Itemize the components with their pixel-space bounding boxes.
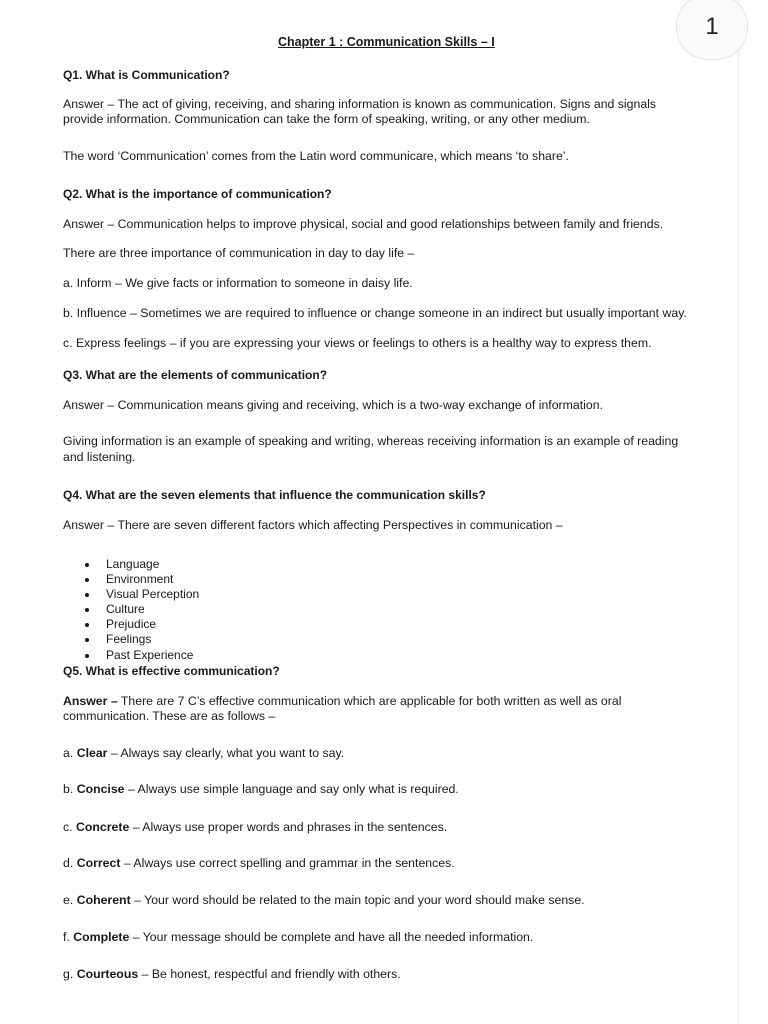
chapter-title: Chapter 1 : Communication Skills – I [278,35,495,49]
list-item: Language [82,557,199,572]
c-item-term: Courteous [76,967,139,981]
question-5: Q5. What is effective communication? [63,664,280,678]
c-item-prefix: f. [63,930,74,944]
c-item-text: – Always say clearly, what you want to say. [107,746,345,760]
c-item-prefix: b. [63,782,77,796]
page-number-badge: 1 [676,0,748,60]
c-item-term: Complete [73,930,130,944]
question-1: Q1. What is Communication? [63,68,230,82]
c-item-term: Coherent [76,893,131,907]
q1-answer-line2: provide information. Communication can take the form of speaking, writing, or any other medium. [63,112,590,126]
list-item: Past Experience [82,648,199,663]
list-item: Prejudice [82,617,199,632]
c-item-text: – Always use simple language and say only what is required. [124,782,459,796]
page-edge-divider [738,0,739,1024]
c-item-prefix: d. [63,856,77,870]
c-item-text: – Your message should be complete and have all the needed information. [129,930,534,944]
c-item-text: – Always use correct spelling and grammar in the sentences. [120,856,455,870]
q2-intro: There are three importance of communication in day to day life – [63,246,415,260]
answer-label: Answer – [63,694,118,708]
question-4: Q4. What are the seven elements that influence the communication skills? [63,488,486,502]
q3-answer: Answer – Communication means giving and receiving, which is a two-way exchange of information. [63,398,603,412]
question-2: Q2. What is the importance of communication? [63,187,332,201]
c-item-text: – Your word should be related to the main topic and your word should make sense. [130,893,585,907]
q3-detail-line1: Giving information is an example of speaking and writing, whereas receiving information is an example of reading [63,434,679,448]
c-item-concise [63,782,459,798]
list-item: Culture [82,602,199,617]
list-item: Feelings [82,632,199,647]
c-item-complete [63,930,533,946]
c-item-coherent [63,893,585,909]
c-item-term: Concrete [75,820,130,834]
c-item-prefix: e. [63,893,77,907]
c-item-concrete [63,820,447,836]
list-item: Visual Perception [82,587,199,602]
c-item-term: Concise [76,782,125,796]
list-item: Environment [82,572,199,587]
c-item-text: – Be honest, respectful and friendly with others. [138,967,401,981]
q2-item-a: a. Inform – We give facts or information to someone in daisy life. [63,276,413,290]
c-item-prefix: a. [63,746,77,760]
q4-answer: Answer – There are seven different factors which affecting Perspectives in communication – [63,518,563,532]
question-3: Q3. What are the elements of communication? [63,368,328,382]
c-item-term: Correct [76,856,121,870]
c-item-prefix: c. [63,820,76,834]
q5-answer-line2: communication. These are as follows – [63,709,276,723]
c-item-correct [63,856,455,872]
q5-answer-line1 [63,694,621,710]
q5-answer-text: There are 7 C’s effective communication which are applicable for both written as well as oral [117,694,622,708]
c-item-text: – Always use proper words and phrases in the sentences. [129,820,448,834]
c-item-term: Clear [76,746,108,760]
c-item-courteous [63,967,401,983]
q2-item-b: b. Influence – Sometimes we are required to influence or change someone in an indirect but usually important way. [63,306,687,320]
q1-answer-line1: Answer – The act of giving, receiving, and sharing information is known as communication. Signs and signals [63,97,657,111]
c-item-prefix: g. [63,967,77,981]
c-item-clear [63,746,344,762]
q2-item-c: c. Express feelings – if you are expressing your views or feelings to others is a healthy way to express them. [63,336,652,350]
q2-answer: Answer – Communication helps to improve physical, social and good relationships between family and friends. [63,217,664,231]
factor-list [82,557,199,663]
q1-origin: The word ‘Communication’ comes from the Latin word communicare, which means ‘to share’. [63,149,569,163]
q3-detail-line2: and listening. [63,450,136,464]
